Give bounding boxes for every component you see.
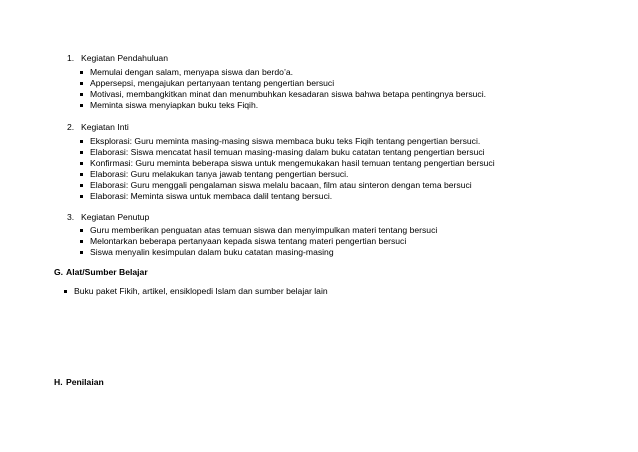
list-item: Elaborasi: Siswa mencatat hasil temuan masing-masing dalam buku catatan tentang pengertian bersuci <box>80 147 495 158</box>
heading-g-letter: G. <box>54 267 64 277</box>
list-item: Appersepsi, mengajukan pertanyaan tentang pengertian bersuci <box>80 78 486 89</box>
heading-g-list <box>64 286 328 297</box>
section-3-number: 3. <box>67 212 75 222</box>
list-item: Memulai dengan salam, menyapa siswa dan berdo’a. <box>80 67 486 78</box>
section-2-number: 2. <box>67 122 75 132</box>
list-item: Motivasi, membangkitkan minat dan menumbuhkan kesadaran siswa bahwa betapa pentingnya bersuci. <box>80 89 486 100</box>
section-1-list <box>80 67 486 111</box>
list-item: Elaborasi: Guru menggali pengalaman siswa melalu bacaan, film atau sinteron dengan tema bersuci <box>80 180 495 191</box>
list-item: Elaborasi: Meminta siswa untuk membaca dalil tentang bersuci. <box>80 191 495 202</box>
list-item: Meminta siswa menyiapkan buku teks Fiqih. <box>80 100 486 111</box>
section-1-title <box>67 53 168 64</box>
section-2-title <box>67 122 129 133</box>
heading-h <box>54 377 104 388</box>
list-item: Eksplorasi: Guru meminta masing-masing siswa membaca buku teks Fiqih tentang pengertian bersuci. <box>80 136 495 147</box>
heading-h-title: Penilaian <box>66 377 104 387</box>
list-item: Elaborasi: Guru melakukan tanya jawab tentang pengertian bersuci. <box>80 169 495 180</box>
list-item: Konfirmasi: Guru meminta beberapa siswa untuk mengemukakan hasil temuan tentang pengertian bersuci <box>80 158 495 169</box>
list-item: Guru memberikan penguatan atas temuan siswa dan menyimpulkan materi tentang bersuci <box>80 225 437 236</box>
list-item: Melontarkan beberapa pertanyaan kepada siswa tentang materi pengertian bersuci <box>80 236 437 247</box>
section-1-number: 1. <box>67 53 75 63</box>
heading-g <box>54 267 148 278</box>
list-item: Buku paket Fikih, artikel, ensiklopedi Islam dan sumber belajar lain <box>64 286 328 297</box>
section-3-title-text: Kegiatan Penutup <box>81 212 150 222</box>
section-3-list <box>80 225 437 258</box>
section-3-title <box>67 212 149 223</box>
section-2-list <box>80 136 495 202</box>
heading-h-letter: H. <box>54 377 63 387</box>
list-item: Siswa menyalin kesimpulan dalam buku catatan masing-masing <box>80 247 437 258</box>
section-2-title-text: Kegiatan Inti <box>81 122 129 132</box>
heading-g-title: Alat/Sumber Belajar <box>66 267 148 277</box>
section-1-title-text: Kegiatan Pendahuluan <box>81 53 168 63</box>
